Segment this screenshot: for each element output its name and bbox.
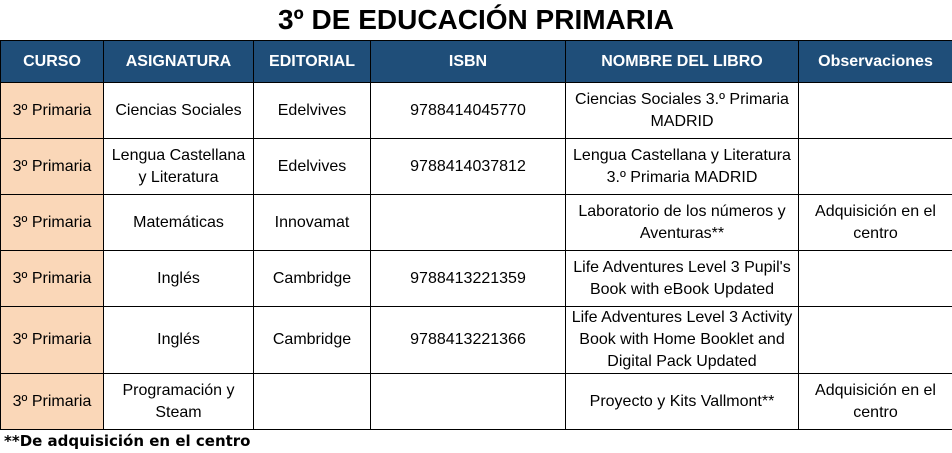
cell-isbn: 9788413221359 [371,251,566,307]
cell-curso: 3º Primaria [1,251,104,307]
cell-observaciones [799,139,952,195]
cell-editorial: Edelvives [254,139,371,195]
books-table [0,40,952,430]
cell-observaciones: Adquisición en el centro [799,195,952,251]
cell-asignatura: Ciencias Sociales [104,83,254,139]
table-row [1,139,952,195]
column-header-isbn: ISBN [371,41,566,83]
cell-nombre: Ciencias Sociales 3.º Primaria MADRID [566,83,799,139]
cell-nombre: Life Adventures Level 3 Activity Book with Home Booklet and Digital Pack Updated [566,307,799,374]
table-row [1,307,952,374]
table-row [1,83,952,139]
cell-asignatura: Inglés [104,251,254,307]
cell-nombre: Proyecto y Kits Vallmont** [566,374,799,430]
cell-asignatura: Lengua Castellana y Literatura [104,139,254,195]
cell-asignatura: Matemáticas [104,195,254,251]
cell-editorial: Cambridge [254,251,371,307]
cell-curso: 3º Primaria [1,195,104,251]
cell-nombre: Life Adventures Level 3 Pupil's Book with eBook Updated [566,251,799,307]
table-header-row [1,41,952,83]
cell-observaciones [799,251,952,307]
cell-isbn [371,374,566,430]
cell-curso: 3º Primaria [1,374,104,430]
page-title: 3º DE EDUCACIÓN PRIMARIA [277,4,675,35]
cell-isbn [371,195,566,251]
cell-asignatura: Inglés [104,307,254,374]
cell-editorial: Edelvives [254,83,371,139]
cell-nombre: Laboratorio de los números y Aventuras** [566,195,799,251]
column-header-nombre: NOMBRE DEL LIBRO [566,41,799,83]
table-row [1,251,952,307]
cell-observaciones [799,307,952,374]
cell-editorial [254,374,371,430]
column-header-observaciones: Observaciones [799,41,952,83]
cell-isbn: 9788414045770 [371,83,566,139]
cell-observaciones: Adquisición en el centro [799,374,952,430]
table-row [1,195,952,251]
column-header-asignatura: ASIGNATURA [104,41,254,83]
cell-curso: 3º Primaria [1,307,104,374]
footnote: **De adquisición en el centro [4,432,251,450]
cell-isbn: 9788413221366 [371,307,566,374]
table-row [1,374,952,430]
cell-nombre: Lengua Castellana y Literatura 3.º Primaria MADRID [566,139,799,195]
column-header-editorial: EDITORIAL [254,41,371,83]
cell-isbn: 9788414037812 [371,139,566,195]
cell-editorial: Innovamat [254,195,371,251]
column-header-curso: CURSO [1,41,104,83]
cell-curso: 3º Primaria [1,139,104,195]
cell-curso: 3º Primaria [1,83,104,139]
cell-asignatura: Programación y Steam [104,374,254,430]
cell-editorial: Cambridge [254,307,371,374]
cell-observaciones [799,83,952,139]
